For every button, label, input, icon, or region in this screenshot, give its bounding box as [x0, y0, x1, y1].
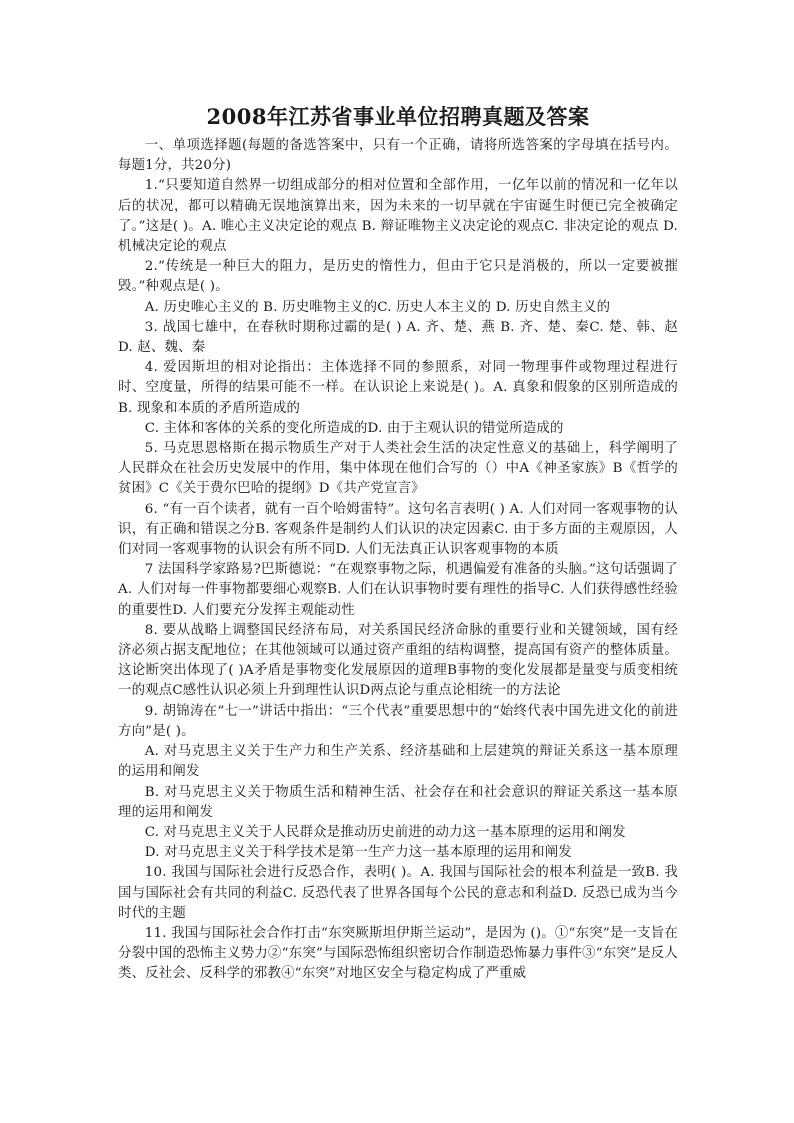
document-body	[118, 136, 678, 985]
question-4: 4. 爱因斯坦的相对论指出：主体选择不同的参照系，对同一物理事件或物理过程进行时、空度量，所得的结果可能不一样。在认识论上来说是( )。A. 真象和假象的区别所造成的B. 现象和本质的矛盾所造成的	[118, 360, 678, 416]
document-page	[118, 104, 678, 985]
question-9-option-a: A. 对马克思主义关于生产力和生产关系、经济基础和上层建筑的辩证关系这一基本原理的运用和阐发	[118, 744, 678, 780]
document-title: 2008年江苏省事业单位招聘真题及答案	[206, 104, 590, 129]
question-9-option-b: B. 对马克思主义关于物质生活和精神生活、社会存在和社会意识的辩证关系这一基本原理的运用和阐发	[118, 784, 678, 820]
question-2-options: A. 历史唯心主义的 B. 历史唯物主义的C. 历史人本主义的 D. 历史自然主义的	[144, 299, 611, 315]
question-9-option-d: D. 对马克思主义关于科学技术是第一生产力这一基本原理的运用和阐发	[144, 845, 572, 861]
question-11: 11. 我国与国际社会合作打击“东突厥斯坦伊斯兰运动”，是因为 ()。①“东突”是一支旨在分裂中国的恐怖主义势力②“东突”与国际恐怖组织密切合作制造恐怖暴力事件③“东突”是反人类、反社会、反科学的邪教④“东突”对地区安全与稳定构成了严重威	[118, 925, 678, 982]
question-7: 7 法国科学家路易?巴斯德说：“在观察事物之际，机遇偏爱有准备的头脑。”这句话强调了A. 人们对每一件事物都要细心观察B. 人们在认识事物时要有理性的指导C. 人们获得感性经验的重要性D. 人们要充分发挥主观能动性	[118, 562, 678, 618]
question-1: 1.“只要知道自然界一切组成部分的相对位置和全部作用，一亿年以前的情况和一亿年以后的状况，都可以精确无误地演算出来，因为未来的一切早就在宇宙诞生时便已完全被确定了。”这是( )。A. 唯心主义决定论的观点 B. 辩证唯物主义决定论的观点C. 非决定论的观点 D. 机械决定论的观点	[118, 178, 678, 255]
question-3: 3. 战国七雄中，在春秋时期称过霸的是( ) A. 齐、楚、燕 B. 齐、楚、秦C. 楚、韩、赵 D. 赵、魏、秦	[118, 319, 678, 356]
question-5: 5. 马克思恩格斯在揭示物质生产对于人类社会生活的决定性意义的基础上，科学阐明了人民群众在社会历史发展中的作用，集中体现在他们合写的（）中A《神圣家族》B《哲学的贫困》C《关于费尔巴哈的提纲》D《共产党宣言》	[118, 441, 678, 497]
question-8: 8. 要从战略上调整国民经济布局，对关系国民经济命脉的重要行业和关键领域，国有经济必须占据支配地位；在其他领域可以通过资产重组的结构调整，提高国有资产的整体质量。这论断突出体现了( )A矛盾是事物变化发展原因的道理B事物的变化发展都是量变与质变相统一的观点C感性认识必须上升到理性认识D两点论与重点论相统一的方法论	[118, 622, 678, 699]
question-9-option-c: C. 对马克思主义关于人民群众是推动历史前进的动力这一基本原理的运用和阐发	[144, 824, 626, 840]
question-10: 10. 我国与国际社会进行反恐合作，表明( )。A. 我国与国际社会的根本利益是一致B. 我国与国际社会有共同的利益C. 反恐代表了世界各国每个公民的意志和利益D. 反恐已成为当今时代的主题	[118, 865, 678, 921]
question-9: 9. 胡锦涛在“七一”讲话中指出：“三个代表”重要思想中的“始终代表中国先进文化的前进方向”是( )。	[118, 703, 678, 739]
question-6: 6. “有一百个读者，就有一百个哈姆雷特”。这句名言表明( ) A. 人们对同一客观事物的认识，有正确和错误之分B. 客观条件是制约人们认识的决定因素C. 由于多方面的主观原因，人们对同一客观事物的认识会有所不同D. 人们无法真正认识客观事物的本质	[118, 501, 678, 558]
question-2: 2.“传统是一种巨大的阻力，是历史的惰性力，但由于它只是消极的，所以一定要被摧毁。”种观点是( )。	[118, 259, 678, 295]
section-heading: 一、单项选择题(每题的备选答案中，只有一个正确，请将所选答案的字母填在括号内。每题1分，共20分)	[118, 138, 678, 174]
question-4-options: C. 主体和客体的关系的变化所造成的D. 由于主观认识的错觉所造成的	[144, 420, 564, 436]
